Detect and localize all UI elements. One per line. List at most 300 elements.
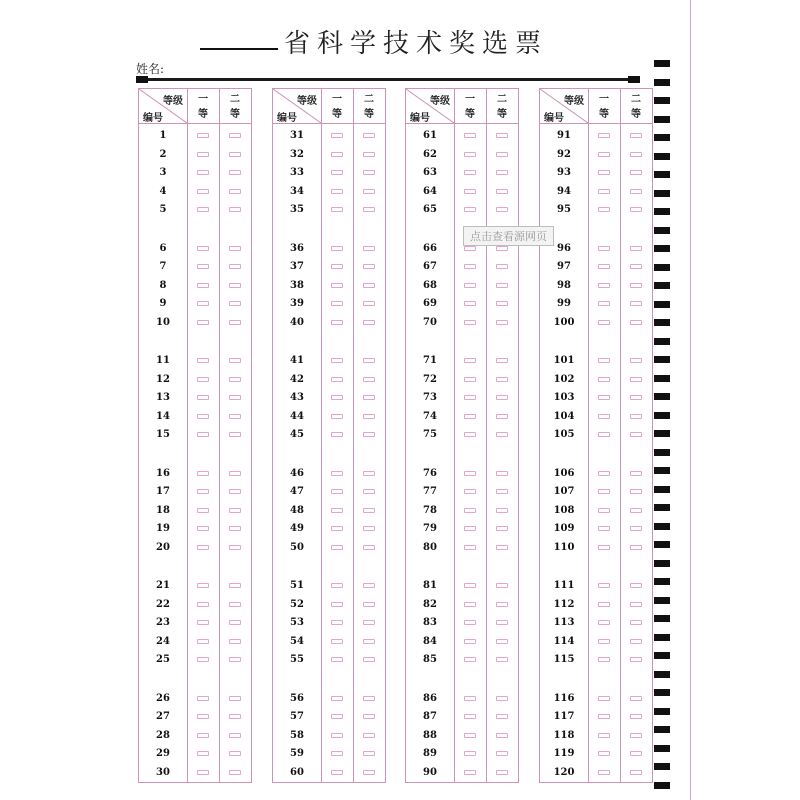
first-class-checkbox[interactable] — [464, 545, 476, 550]
first-class-checkbox[interactable] — [598, 545, 610, 550]
candidate-number: 3 — [159, 167, 167, 178]
header-number-label: 编号 — [143, 113, 163, 124]
first-class-checkbox[interactable] — [598, 189, 610, 194]
first-class-checkbox[interactable] — [331, 320, 343, 325]
first-class-checkbox[interactable] — [598, 207, 610, 212]
second-class-checkbox[interactable] — [363, 152, 375, 157]
second-class-checkbox[interactable] — [229, 639, 241, 644]
second-class-checkbox[interactable] — [630, 189, 642, 194]
first-class-checkbox[interactable] — [464, 583, 476, 588]
second-class-checkbox[interactable] — [363, 526, 375, 531]
first-class-checkbox[interactable] — [464, 152, 476, 157]
first-class-checkbox[interactable] — [197, 545, 209, 550]
first-class-checkbox[interactable] — [464, 358, 476, 363]
second-class-checkbox[interactable] — [630, 471, 642, 476]
ballot-row — [406, 408, 518, 426]
second-class-checkbox[interactable] — [229, 320, 241, 325]
first-class-checkbox[interactable] — [331, 620, 343, 625]
second-class-checkbox[interactable] — [496, 283, 508, 288]
second-class-checkbox[interactable] — [363, 395, 375, 400]
second-class-checkbox[interactable] — [630, 246, 642, 251]
first-class-checkbox[interactable] — [331, 283, 343, 288]
first-class-checkbox[interactable] — [464, 133, 476, 138]
first-class-checkbox[interactable] — [598, 152, 610, 157]
first-class-checkbox[interactable] — [331, 432, 343, 437]
first-class-checkbox[interactable] — [598, 657, 610, 662]
first-class-checkbox[interactable] — [598, 471, 610, 476]
timing-mark — [654, 60, 670, 67]
second-class-checkbox[interactable] — [363, 377, 375, 382]
first-class-checkbox[interactable] — [598, 377, 610, 382]
first-class-checkbox[interactable] — [598, 395, 610, 400]
first-class-checkbox[interactable] — [331, 508, 343, 513]
second-class-checkbox[interactable] — [630, 432, 642, 437]
second-class-checkbox[interactable] — [229, 152, 241, 157]
first-class-checkbox[interactable] — [464, 246, 476, 251]
second-class-checkbox[interactable] — [229, 207, 241, 212]
second-class-checkbox[interactable] — [229, 620, 241, 625]
second-class-checkbox[interactable] — [630, 545, 642, 550]
first-class-checkbox[interactable] — [464, 733, 476, 738]
first-class-checkbox[interactable] — [197, 602, 209, 607]
second-class-checkbox[interactable] — [630, 489, 642, 494]
second-class-checkbox[interactable] — [496, 733, 508, 738]
second-class-checkbox[interactable] — [363, 620, 375, 625]
second-class-checkbox[interactable] — [363, 770, 375, 775]
first-class-checkbox[interactable] — [197, 377, 209, 382]
second-class-checkbox[interactable] — [630, 639, 642, 644]
second-class-checkbox[interactable] — [229, 301, 241, 306]
ballot-table — [405, 88, 519, 783]
first-class-checkbox[interactable] — [197, 207, 209, 212]
first-class-checkbox[interactable] — [598, 133, 610, 138]
first-class-checkbox[interactable] — [197, 152, 209, 157]
second-class-checkbox[interactable] — [630, 414, 642, 419]
first-class-checkbox[interactable] — [331, 770, 343, 775]
second-class-checkbox[interactable] — [630, 751, 642, 756]
second-class-checkbox[interactable] — [630, 264, 642, 269]
ballot-row — [139, 371, 251, 389]
second-class-checkbox[interactable] — [229, 395, 241, 400]
first-class-checkbox[interactable] — [598, 358, 610, 363]
second-class-checkbox[interactable] — [630, 133, 642, 138]
second-class-checkbox[interactable] — [363, 264, 375, 269]
second-class-checkbox[interactable] — [496, 526, 508, 531]
second-class-checkbox[interactable] — [496, 133, 508, 138]
first-class-checkbox[interactable] — [464, 639, 476, 644]
first-class-checkbox[interactable] — [197, 414, 209, 419]
first-class-checkbox[interactable] — [598, 414, 610, 419]
candidate-number: 97 — [557, 261, 571, 272]
candidate-number: 2 — [159, 148, 167, 160]
candidate-number: 15 — [156, 429, 170, 440]
second-class-checkbox[interactable] — [496, 432, 508, 437]
first-class-checkbox[interactable] — [464, 189, 476, 194]
ballot-row — [273, 690, 385, 708]
first-class-checkbox[interactable] — [598, 526, 610, 531]
timing-mark — [654, 745, 670, 752]
first-class-checkbox[interactable] — [197, 620, 209, 625]
first-class-checkbox[interactable] — [598, 489, 610, 494]
first-class-checkbox[interactable] — [464, 751, 476, 756]
first-class-checkbox[interactable] — [197, 301, 209, 306]
first-class-checkbox[interactable] — [598, 432, 610, 437]
first-class-checkbox[interactable] — [464, 714, 476, 719]
first-class-checkbox[interactable] — [197, 657, 209, 662]
second-class-checkbox[interactable] — [363, 545, 375, 550]
second-class-checkbox[interactable] — [630, 620, 642, 625]
first-class-checkbox[interactable] — [598, 508, 610, 513]
second-class-checkbox[interactable] — [630, 152, 642, 157]
first-class-checkbox[interactable] — [197, 714, 209, 719]
candidate-number: 82 — [423, 598, 437, 610]
second-class-checkbox[interactable] — [229, 770, 241, 775]
second-class-checkbox[interactable] — [630, 583, 642, 588]
first-class-checkbox[interactable] — [197, 358, 209, 363]
second-class-checkbox[interactable] — [229, 432, 241, 437]
second-class-checkbox[interactable] — [630, 696, 642, 701]
candidate-number: 106 — [553, 467, 575, 479]
second-class-checkbox[interactable] — [496, 751, 508, 756]
candidate-number: 73 — [423, 392, 437, 403]
candidate-number: 88 — [423, 729, 437, 741]
second-class-checkbox[interactable] — [630, 320, 642, 325]
second-class-checkbox[interactable] — [630, 770, 642, 775]
second-class-checkbox[interactable] — [630, 526, 642, 531]
second-class-checkbox[interactable] — [229, 508, 241, 513]
ballot-row — [406, 520, 518, 538]
first-class-checkbox[interactable] — [464, 414, 476, 419]
second-class-checkbox[interactable] — [229, 471, 241, 476]
first-class-checkbox[interactable] — [331, 583, 343, 588]
second-class-checkbox[interactable] — [229, 283, 241, 288]
first-class-checkbox[interactable] — [464, 657, 476, 662]
first-class-checkbox[interactable] — [464, 301, 476, 306]
second-class-checkbox[interactable] — [229, 264, 241, 269]
second-class-checkbox[interactable] — [363, 133, 375, 138]
timing-mark — [654, 597, 670, 604]
ballot-row — [540, 240, 652, 258]
second-class-checkbox[interactable] — [630, 395, 642, 400]
first-class-checkbox[interactable] — [598, 264, 610, 269]
ballot-row — [139, 690, 251, 708]
second-class-checkbox[interactable] — [496, 414, 508, 419]
view-source-tooltip[interactable]: 点击查看源网页 — [463, 226, 554, 246]
ballot-row — [139, 745, 251, 763]
first-class-checkbox[interactable] — [197, 583, 209, 588]
first-class-checkbox[interactable] — [197, 395, 209, 400]
first-class-checkbox[interactable] — [464, 264, 476, 269]
second-class-checkbox[interactable] — [630, 733, 642, 738]
second-class-checkbox[interactable] — [630, 657, 642, 662]
second-class-checkbox[interactable] — [363, 358, 375, 363]
candidate-number: 74 — [423, 410, 437, 422]
ballot-row — [540, 577, 652, 595]
first-class-checkbox[interactable] — [197, 733, 209, 738]
second-class-checkbox[interactable] — [229, 696, 241, 701]
first-class-checkbox[interactable] — [331, 301, 343, 306]
first-class-checkbox[interactable] — [331, 414, 343, 419]
first-class-checkbox[interactable] — [331, 377, 343, 382]
second-class-checkbox[interactable] — [229, 657, 241, 662]
first-class-checkbox[interactable] — [598, 320, 610, 325]
second-class-checkbox[interactable] — [363, 657, 375, 662]
second-class-checkbox[interactable] — [363, 602, 375, 607]
first-class-checkbox[interactable] — [197, 526, 209, 531]
candidate-number: 56 — [290, 692, 304, 704]
second-class-checkbox[interactable] — [229, 170, 241, 175]
second-class-checkbox[interactable] — [363, 583, 375, 588]
first-class-checkbox[interactable] — [464, 770, 476, 775]
second-class-checkbox[interactable] — [630, 207, 642, 212]
first-class-checkbox[interactable] — [197, 639, 209, 644]
first-class-checkbox[interactable] — [464, 471, 476, 476]
first-class-checkbox[interactable] — [598, 620, 610, 625]
second-class-checkbox[interactable] — [630, 283, 642, 288]
first-class-checkbox[interactable] — [598, 170, 610, 175]
second-class-checkbox[interactable] — [630, 602, 642, 607]
second-class-checkbox[interactable] — [496, 170, 508, 175]
ballot-row — [273, 240, 385, 258]
timing-mark — [654, 449, 670, 456]
second-class-checkbox[interactable] — [496, 152, 508, 157]
second-class-checkbox[interactable] — [229, 602, 241, 607]
first-class-checkbox[interactable] — [331, 751, 343, 756]
ballot-row — [273, 764, 385, 782]
first-class-checkbox[interactable] — [197, 133, 209, 138]
first-class-checkbox[interactable] — [464, 320, 476, 325]
second-class-checkbox[interactable] — [496, 545, 508, 550]
candidate-number: 16 — [156, 467, 170, 479]
second-class-checkbox[interactable] — [229, 489, 241, 494]
first-class-checkbox[interactable] — [331, 657, 343, 662]
second-class-checkbox[interactable] — [496, 320, 508, 325]
second-class-checkbox[interactable] — [229, 583, 241, 588]
candidate-number: 13 — [156, 392, 170, 403]
second-class-checkbox[interactable] — [363, 320, 375, 325]
timing-mark — [654, 412, 670, 419]
candidate-number: 38 — [290, 279, 304, 291]
first-class-checkbox[interactable] — [464, 432, 476, 437]
first-class-checkbox[interactable] — [598, 246, 610, 251]
first-class-checkbox[interactable] — [331, 733, 343, 738]
first-class-checkbox[interactable] — [464, 283, 476, 288]
second-class-checkbox[interactable] — [229, 526, 241, 531]
first-class-checkbox[interactable] — [464, 377, 476, 382]
first-class-checkbox[interactable] — [464, 620, 476, 625]
second-class-checkbox[interactable] — [496, 471, 508, 476]
first-class-checkbox[interactable] — [197, 170, 209, 175]
first-class-checkbox[interactable] — [464, 395, 476, 400]
first-class-checkbox[interactable] — [331, 545, 343, 550]
first-class-checkbox[interactable] — [331, 602, 343, 607]
candidate-number: 24 — [156, 635, 170, 647]
second-class-checkbox[interactable] — [630, 358, 642, 363]
ballot-row — [139, 295, 251, 313]
first-class-checkbox[interactable] — [331, 358, 343, 363]
first-class-checkbox[interactable] — [331, 395, 343, 400]
first-class-checkbox[interactable] — [464, 508, 476, 513]
first-class-checkbox[interactable] — [464, 602, 476, 607]
first-class-checkbox[interactable] — [464, 170, 476, 175]
first-class-checkbox[interactable] — [331, 246, 343, 251]
second-class-checkbox[interactable] — [630, 377, 642, 382]
first-class-checkbox[interactable] — [598, 751, 610, 756]
second-class-checkbox[interactable] — [496, 189, 508, 194]
candidate-number: 105 — [553, 429, 575, 440]
first-class-checkbox[interactable] — [197, 189, 209, 194]
second-class-checkbox[interactable] — [363, 170, 375, 175]
second-class-checkbox[interactable] — [363, 301, 375, 306]
candidate-number: 29 — [156, 748, 170, 759]
header-first-class: 一 等 — [465, 94, 475, 120]
first-class-checkbox[interactable] — [331, 170, 343, 175]
first-class-checkbox[interactable] — [331, 526, 343, 531]
first-class-checkbox[interactable] — [331, 189, 343, 194]
second-class-checkbox[interactable] — [496, 489, 508, 494]
first-class-checkbox[interactable] — [331, 696, 343, 701]
first-class-checkbox[interactable] — [197, 471, 209, 476]
second-class-checkbox[interactable] — [363, 432, 375, 437]
second-class-checkbox[interactable] — [496, 207, 508, 212]
second-class-checkbox[interactable] — [363, 189, 375, 194]
second-class-checkbox[interactable] — [229, 751, 241, 756]
second-class-checkbox[interactable] — [363, 207, 375, 212]
ballot-row — [406, 295, 518, 313]
second-class-checkbox[interactable] — [496, 395, 508, 400]
second-class-checkbox[interactable] — [496, 264, 508, 269]
ballot-row — [540, 690, 652, 708]
ballot-row — [540, 295, 652, 313]
second-class-checkbox[interactable] — [229, 133, 241, 138]
second-class-checkbox[interactable] — [496, 639, 508, 644]
first-class-checkbox[interactable] — [197, 770, 209, 775]
first-class-checkbox[interactable] — [598, 639, 610, 644]
first-class-checkbox[interactable] — [331, 471, 343, 476]
first-class-checkbox[interactable] — [331, 714, 343, 719]
second-class-checkbox[interactable] — [496, 602, 508, 607]
candidate-number: 61 — [423, 130, 437, 141]
first-class-checkbox[interactable] — [197, 489, 209, 494]
page-edge-line — [690, 0, 691, 800]
second-class-checkbox[interactable] — [229, 358, 241, 363]
timing-mark — [654, 319, 670, 326]
second-class-checkbox[interactable] — [229, 733, 241, 738]
second-class-checkbox[interactable] — [496, 377, 508, 382]
second-class-checkbox[interactable] — [363, 283, 375, 288]
candidate-number: 55 — [290, 654, 304, 665]
candidate-number: 39 — [290, 298, 304, 309]
second-class-checkbox[interactable] — [630, 170, 642, 175]
second-class-checkbox[interactable] — [363, 508, 375, 513]
candidate-number: 71 — [423, 355, 437, 366]
second-class-checkbox[interactable] — [363, 471, 375, 476]
first-class-checkbox[interactable] — [598, 770, 610, 775]
first-class-checkbox[interactable] — [331, 152, 343, 157]
ballot-row — [406, 352, 518, 370]
second-class-checkbox[interactable] — [229, 377, 241, 382]
first-class-checkbox[interactable] — [464, 489, 476, 494]
header-first-class: 一 等 — [198, 94, 208, 120]
ballot-row — [273, 258, 385, 276]
ballot-row — [540, 183, 652, 201]
second-class-checkbox[interactable] — [496, 583, 508, 588]
first-class-checkbox[interactable] — [197, 320, 209, 325]
candidate-number: 119 — [553, 748, 575, 759]
timing-mark — [654, 782, 670, 789]
second-class-checkbox[interactable] — [496, 508, 508, 513]
first-class-checkbox[interactable] — [598, 696, 610, 701]
ballot-row — [406, 314, 518, 332]
second-class-checkbox[interactable] — [363, 489, 375, 494]
first-class-checkbox[interactable] — [598, 602, 610, 607]
first-class-checkbox[interactable] — [598, 283, 610, 288]
second-class-checkbox[interactable] — [363, 414, 375, 419]
second-class-checkbox[interactable] — [630, 508, 642, 513]
second-class-checkbox[interactable] — [229, 189, 241, 194]
second-class-checkbox[interactable] — [363, 751, 375, 756]
ballot-row — [273, 426, 385, 444]
second-class-checkbox[interactable] — [496, 246, 508, 251]
second-class-checkbox[interactable] — [363, 696, 375, 701]
ballot-row — [540, 502, 652, 520]
second-class-checkbox[interactable] — [363, 714, 375, 719]
first-class-checkbox[interactable] — [464, 526, 476, 531]
timing-mark — [654, 689, 670, 696]
candidate-number: 69 — [423, 298, 437, 309]
second-class-checkbox[interactable] — [496, 358, 508, 363]
first-class-checkbox[interactable] — [197, 508, 209, 513]
first-class-checkbox[interactable] — [197, 283, 209, 288]
first-class-checkbox[interactable] — [331, 207, 343, 212]
first-class-checkbox[interactable] — [331, 489, 343, 494]
second-class-checkbox[interactable] — [630, 714, 642, 719]
first-class-checkbox[interactable] — [464, 696, 476, 701]
second-class-checkbox[interactable] — [496, 620, 508, 625]
second-class-checkbox[interactable] — [229, 545, 241, 550]
timing-mark — [654, 671, 670, 678]
first-class-checkbox[interactable] — [197, 751, 209, 756]
second-class-checkbox[interactable] — [496, 301, 508, 306]
first-class-checkbox[interactable] — [598, 714, 610, 719]
ballot-row — [139, 465, 251, 483]
second-class-checkbox[interactable] — [363, 246, 375, 251]
second-class-checkbox[interactable] — [229, 714, 241, 719]
second-class-checkbox[interactable] — [363, 639, 375, 644]
second-class-checkbox[interactable] — [496, 714, 508, 719]
second-class-checkbox[interactable] — [630, 301, 642, 306]
first-class-checkbox[interactable] — [197, 432, 209, 437]
second-class-checkbox[interactable] — [496, 770, 508, 775]
first-class-checkbox[interactable] — [598, 301, 610, 306]
first-class-checkbox[interactable] — [331, 133, 343, 138]
second-class-checkbox[interactable] — [496, 657, 508, 662]
first-class-checkbox[interactable] — [598, 583, 610, 588]
first-class-checkbox[interactable] — [598, 733, 610, 738]
timing-mark — [654, 227, 670, 234]
second-class-checkbox[interactable] — [496, 696, 508, 701]
first-class-checkbox[interactable] — [197, 246, 209, 251]
first-class-checkbox[interactable] — [197, 264, 209, 269]
first-class-checkbox[interactable] — [197, 696, 209, 701]
first-class-checkbox[interactable] — [464, 207, 476, 212]
ballot-row — [406, 614, 518, 632]
second-class-checkbox[interactable] — [229, 246, 241, 251]
second-class-checkbox[interactable] — [229, 414, 241, 419]
first-class-checkbox[interactable] — [331, 264, 343, 269]
first-class-checkbox[interactable] — [331, 639, 343, 644]
second-class-checkbox[interactable] — [363, 733, 375, 738]
